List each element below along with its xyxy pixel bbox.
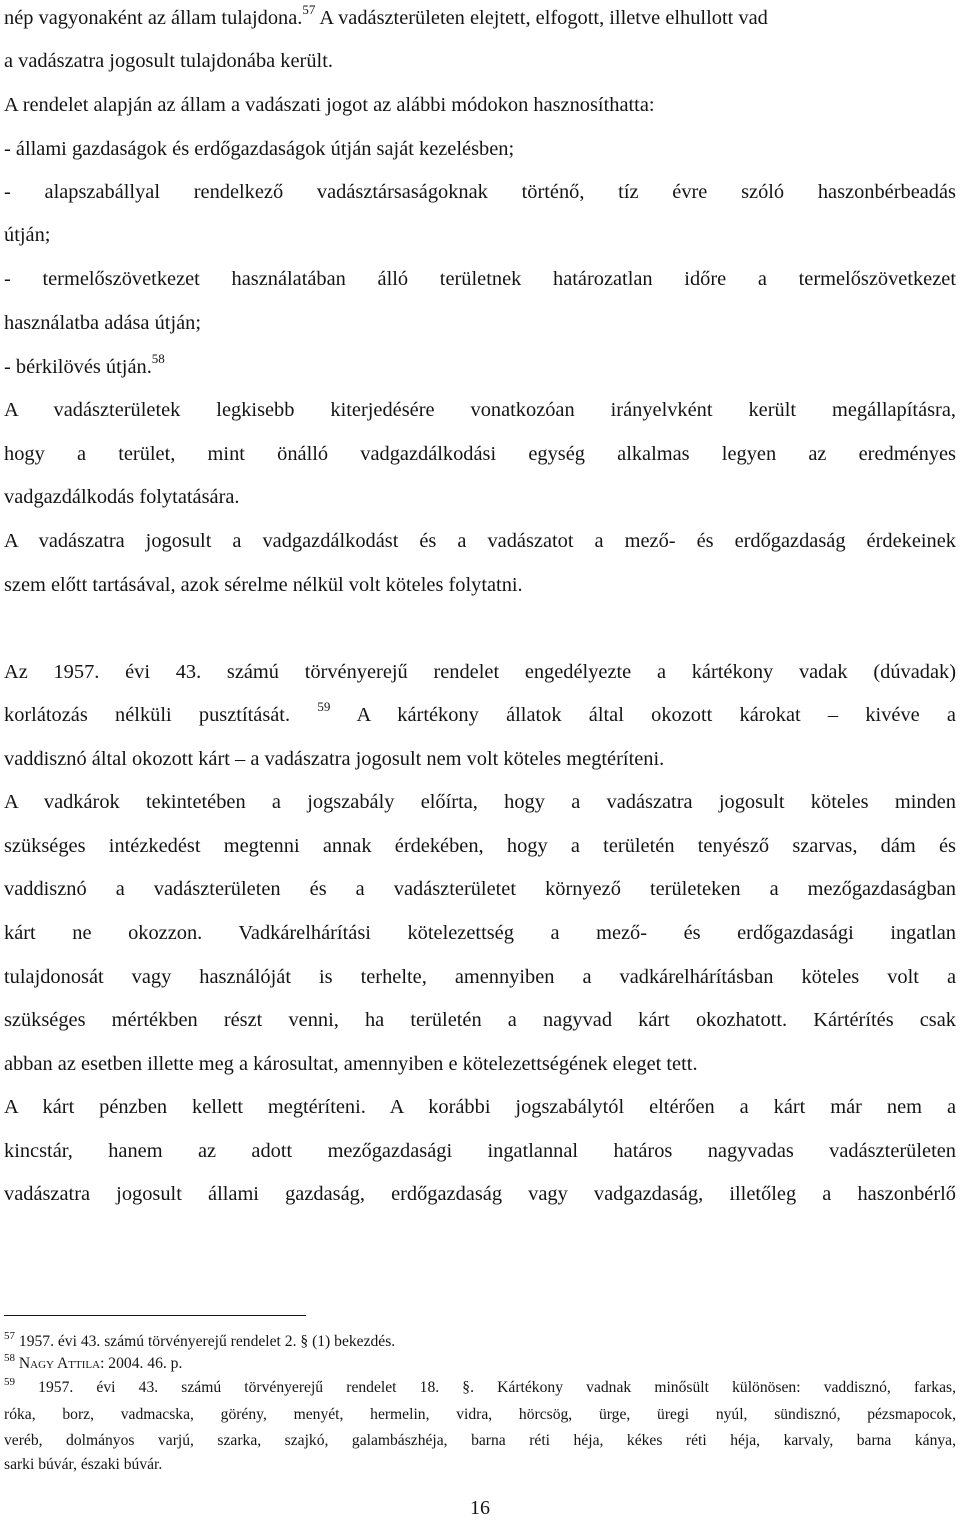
- text-line: szem előtt tartásával, azok sérelme nélkül volt köteles folytatni.: [4, 574, 523, 596]
- footnote-continuation: róka, borz, vadmacska, görény, menyét, hermelin, vidra, hörcsög, ürge, üregi nyúl, sündisznó, pézsmapocok,: [4, 1406, 956, 1423]
- text-line: kárt ne okozzon. Vadkárelhárítási kötelezettség a mező- és erdőgazdasági ingatlan: [4, 922, 956, 944]
- text-line: A vadászterületek legkisebb kiterjedésére vonatkozóan irányelvként került megállapításra,: [4, 399, 956, 421]
- text-line: A vadászatra jogosult a vadgazdálkodást és a vadászatot a mező- és erdőgazdaság érdekeinek: [4, 530, 956, 552]
- footnote: $^{59}$ 1957. évi 43. számú törvényerejű rendelet 18. §. Kártékony vadnak minősült különösen: vaddisznó, farkas,: [4, 1378, 956, 1396]
- text-line: - állami gazdaságok és erdőgazdaságok útján saját kezelésben;: [4, 138, 515, 160]
- text-line: korlátozás nélküli pusztítását. $^{59}$ A kártékony állatok által okozott károkat – kivéve a: [4, 702, 956, 728]
- footnote: $^{57}$ 1957. évi 43. számú törvényerejű rendelet 2. § (1) bekezdés.: [4, 1332, 396, 1350]
- text-line: a vadászatra jogosult tulajdonába került.: [4, 50, 333, 72]
- text-line: útján;: [4, 224, 51, 246]
- text-line: A kárt pénzben kellett megtéríteni. A korábbi jogszabálytól eltérően a kárt már nem a: [4, 1096, 956, 1118]
- text-line: abban az esetben illette meg a károsultat, amennyiben e kötelezettségének eleget tett.: [4, 1053, 698, 1075]
- text-line: hogy a terület, mint önálló vadgazdálkodási egység alkalmas legyen az eredményes: [4, 443, 956, 465]
- text-line: vaddisznó által okozott kárt – a vadászatra jogosult nem volt köteles megtéríteni.: [4, 748, 665, 770]
- text-line: A rendelet alapján az állam a vadászati jogot az alábbi módokon hasznosíthatta:: [4, 94, 655, 116]
- text-line: vaddisznó a vadászterületen és a vadászterületet környező területeken a mezőgazdaságban: [4, 878, 956, 900]
- text-line: szükséges intézkedést megtenni annak érdekében, hogy a területén tenyésző szarvas, dám és: [4, 835, 956, 857]
- footnote-divider: [4, 1315, 306, 1316]
- text-line: vadászatra jogosult állami gazdaság, erdőgazdaság vagy vadgazdaság, illetőleg a haszonbérlő: [4, 1183, 956, 1205]
- text-line: kincstár, hanem az adott mezőgazdasági ingatlannal határos nagyvadas vadászterületen: [4, 1140, 956, 1162]
- text-line: - termelőszövetkezet használatában álló területnek határozatlan időre a termelőszövetkezet: [4, 268, 956, 290]
- text-line: használatba adása útján;: [4, 312, 202, 334]
- text-line: A vadkárok tekintetében a jogszabály előírta, hogy a vadászatra jogosult köteles minden: [4, 791, 956, 813]
- footnote-continuation: sarki búvár, északi búvár.: [4, 1456, 163, 1473]
- text-line: - bérkilövés útján.$^{58}$: [4, 354, 956, 380]
- footnote-continuation: veréb, dolmányos varjú, szarka, szajkó, galambászhéja, barna réti héja, kékes réti héja, karvaly, barna kánya,: [4, 1432, 956, 1449]
- text-line: nép vagyonaként az állam tulajdona.$^{57}$ A vadászterületen elejtett, elfogott, illetve elhullott vad: [4, 5, 956, 31]
- text-line: Az 1957. évi 43. számú törvényerejű rendelet engedélyezte a kártékony vadak (dúvadak): [4, 661, 956, 683]
- text-line: tulajdonosát vagy használóját is terhelte, amennyiben a vadkárelhárításban köteles volt a: [4, 966, 956, 988]
- text-line: - alapszabállyal rendelkező vadásztársaságoknak történő, tíz évre szóló haszonbérbeadás: [4, 181, 956, 203]
- text-line: vadgazdálkodás folytatására.: [4, 486, 240, 508]
- footnote: $^{58}$ Nagy Attila: 2004. 46. p.: [4, 1354, 183, 1372]
- text-line: szükséges mértékben részt venni, ha területén a nagyvad kárt okozhatott. Kártérítés csak: [4, 1009, 956, 1031]
- footnote-ref: 59: [317, 702, 331, 715]
- page-number: 16: [470, 1497, 490, 1519]
- footnote-ref: 57: [302, 5, 316, 18]
- footnote-ref: 58: [151, 354, 165, 367]
